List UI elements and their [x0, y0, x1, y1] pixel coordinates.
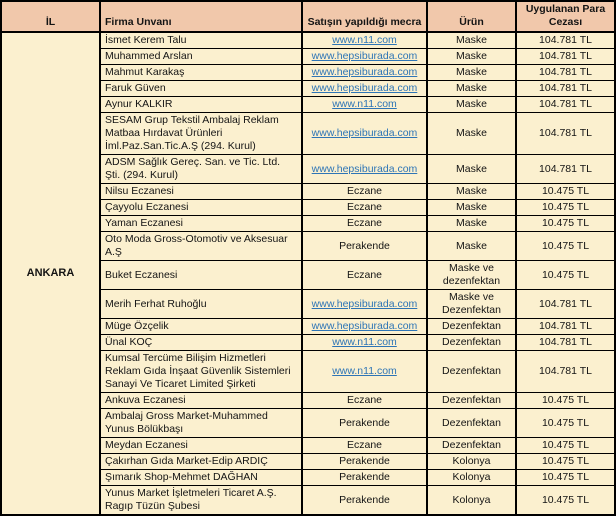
cell-urun: Maske: [427, 113, 516, 155]
cell-firma-unvani: Müge Özçelik: [100, 319, 302, 335]
mecra-link[interactable]: www.hepsiburada.com: [311, 82, 418, 94]
mecra-link[interactable]: www.hepsiburada.com: [311, 127, 418, 139]
cell-firma-unvani: Buket Eczanesi: [100, 261, 302, 290]
cell-urun: Maske: [427, 97, 516, 113]
cell-firma-unvani: Yunus Market İşletmeleri Ticaret A.Ş. Ragıp Tüzün Şubesi: [100, 486, 302, 516]
cell-ceza: 10.475 TL: [516, 232, 615, 261]
mecra-link[interactable]: www.n11.com: [332, 365, 397, 377]
cell-mecra: [302, 65, 427, 81]
cell-firma-unvani: Mahmut Karakaş: [100, 65, 302, 81]
cell-urun: Dezenfektan: [427, 319, 516, 335]
cell-urun: Maske: [427, 49, 516, 65]
cell-ceza: 10.475 TL: [516, 216, 615, 232]
column-header-urun: Ürün: [427, 1, 516, 32]
cell-urun: Maske: [427, 81, 516, 97]
cell-firma-unvani: Oto Moda Gross-Otomotiv ve Aksesuar A.Ş: [100, 232, 302, 261]
column-header-ceza: Uygulanan Para Cezası: [516, 1, 615, 32]
cell-mecra: [302, 290, 427, 319]
cell-firma-unvani: Yaman Eczanesi: [100, 216, 302, 232]
cell-urun: Dezenfektan: [427, 335, 516, 351]
cell-firma-unvani: Ambalaj Gross Market-Muhammed Yunus Bölükbaşı: [100, 409, 302, 438]
cell-mecra: [302, 319, 427, 335]
cell-ceza: 104.781 TL: [516, 97, 615, 113]
cell-firma-unvani: Şımarık Shop-Mehmet DAĞHAN: [100, 470, 302, 486]
cell-urun: Dezenfektan: [427, 351, 516, 393]
cell-ceza: 10.475 TL: [516, 470, 615, 486]
cell-firma-unvani: Meydan Eczanesi: [100, 438, 302, 454]
mecra-link[interactable]: www.n11.com: [332, 98, 397, 110]
mecra-link[interactable]: www.n11.com: [332, 336, 397, 348]
cell-urun: Maske ve dezenfektan: [427, 261, 516, 290]
mecra-link[interactable]: www.hepsiburada.com: [311, 320, 418, 332]
cell-ceza: 104.781 TL: [516, 335, 615, 351]
cell-urun: Maske: [427, 32, 516, 49]
cell-mecra: Perakende: [302, 454, 427, 470]
cell-ceza: 10.475 TL: [516, 261, 615, 290]
table-body: [1, 32, 615, 515]
cell-firma-unvani: ADSM Sağlık Gereç. San. ve Tic. Ltd. Şti. (294. Kurul): [100, 155, 302, 184]
column-header-mecra: Satışın yapıldığı mecra: [302, 1, 427, 32]
mecra-link[interactable]: www.hepsiburada.com: [311, 162, 418, 175]
cell-firma-unvani: Muhammed Arslan: [100, 49, 302, 65]
cell-firma-unvani: SESAM Grup Tekstil Ambalaj Reklam Matbaa Hırdavat Ürünleri İml.Paz.San.Tic.A.Ş (294. Kurul): [100, 113, 302, 155]
cell-ceza: 104.781 TL: [516, 32, 615, 49]
cell-urun: Maske ve Dezenfektan: [427, 290, 516, 319]
cell-ceza: 10.475 TL: [516, 184, 615, 200]
cell-ceza: 10.475 TL: [516, 454, 615, 470]
cell-urun: Kolonya: [427, 454, 516, 470]
cell-ceza: 10.475 TL: [516, 200, 615, 216]
cell-mecra: [302, 32, 427, 49]
cell-urun: Dezenfektan: [427, 409, 516, 438]
cell-ceza: 10.475 TL: [516, 409, 615, 438]
cell-ceza: 104.781 TL: [516, 113, 615, 155]
cell-mecra: Perakende: [302, 232, 427, 261]
cell-firma-unvani: Merih Ferhat Ruhoğlu: [100, 290, 302, 319]
cell-urun: Maske: [427, 216, 516, 232]
cell-firma-unvani: İsmet Kerem Talu: [100, 32, 302, 49]
cell-mecra: [302, 49, 427, 65]
cell-firma-unvani: Kumsal Tercüme Bilişim Hizmetleri Reklam Gıda İnşaat Güvenlik Sistemleri Sanayi Ve Ticaret Limited Şirketi: [100, 351, 302, 393]
cell-urun: Maske: [427, 232, 516, 261]
cell-ceza: 104.781 TL: [516, 290, 615, 319]
cell-mecra: Eczane: [302, 184, 427, 200]
cell-mecra: [302, 351, 427, 393]
table-header: [1, 1, 615, 32]
cell-mecra: [302, 97, 427, 113]
cell-urun: Maske: [427, 200, 516, 216]
cell-firma-unvani: Çayyolu Eczanesi: [100, 200, 302, 216]
cell-mecra: Perakende: [302, 409, 427, 438]
cell-ceza: 10.475 TL: [516, 393, 615, 409]
cell-urun: Kolonya: [427, 486, 516, 516]
cell-urun: Kolonya: [427, 470, 516, 486]
cell-ceza: 104.781 TL: [516, 81, 615, 97]
cell-ceza: 104.781 TL: [516, 319, 615, 335]
il-group-cell: ANKARA: [1, 32, 100, 515]
cell-firma-unvani: Çakırhan Gıda Market-Edip ARDIÇ: [100, 454, 302, 470]
cell-mecra: [302, 113, 427, 155]
cell-urun: Dezenfektan: [427, 393, 516, 409]
cell-mecra: Eczane: [302, 393, 427, 409]
cell-ceza: 104.781 TL: [516, 155, 615, 184]
cell-ceza: 10.475 TL: [516, 486, 615, 516]
cell-mecra: Eczane: [302, 261, 427, 290]
cell-mecra: Perakende: [302, 470, 427, 486]
cell-firma-unvani: Ankuva Eczanesi: [100, 393, 302, 409]
cell-mecra: [302, 335, 427, 351]
header-row: [1, 1, 615, 32]
cell-mecra: [302, 81, 427, 97]
cell-mecra: Perakende: [302, 486, 427, 516]
cell-mecra: Eczane: [302, 216, 427, 232]
cell-mecra: Eczane: [302, 200, 427, 216]
cell-ceza: 104.781 TL: [516, 65, 615, 81]
cell-ceza: 10.475 TL: [516, 438, 615, 454]
mecra-link[interactable]: www.hepsiburada.com: [311, 66, 418, 78]
cell-ceza: 104.781 TL: [516, 49, 615, 65]
mecra-link[interactable]: www.hepsiburada.com: [311, 297, 418, 310]
cell-firma-unvani: Faruk Güven: [100, 81, 302, 97]
cell-firma-unvani: Aynur KALKIR: [100, 97, 302, 113]
mecra-link[interactable]: www.n11.com: [332, 34, 397, 46]
mecra-link[interactable]: www.hepsiburada.com: [311, 50, 418, 62]
column-header-il: İL: [1, 1, 100, 32]
table-row: [1, 32, 615, 49]
cell-mecra: Eczane: [302, 438, 427, 454]
cell-urun: Maske: [427, 155, 516, 184]
cell-firma-unvani: Nilsu Eczanesi: [100, 184, 302, 200]
cell-firma-unvani: Ünal KOÇ: [100, 335, 302, 351]
cell-urun: Dezenfektan: [427, 438, 516, 454]
cell-mecra: [302, 155, 427, 184]
cell-urun: Maske: [427, 65, 516, 81]
column-header-firma: Firma Unvanı: [100, 1, 302, 32]
cell-urun: Maske: [427, 184, 516, 200]
cell-ceza: 104.781 TL: [516, 351, 615, 393]
